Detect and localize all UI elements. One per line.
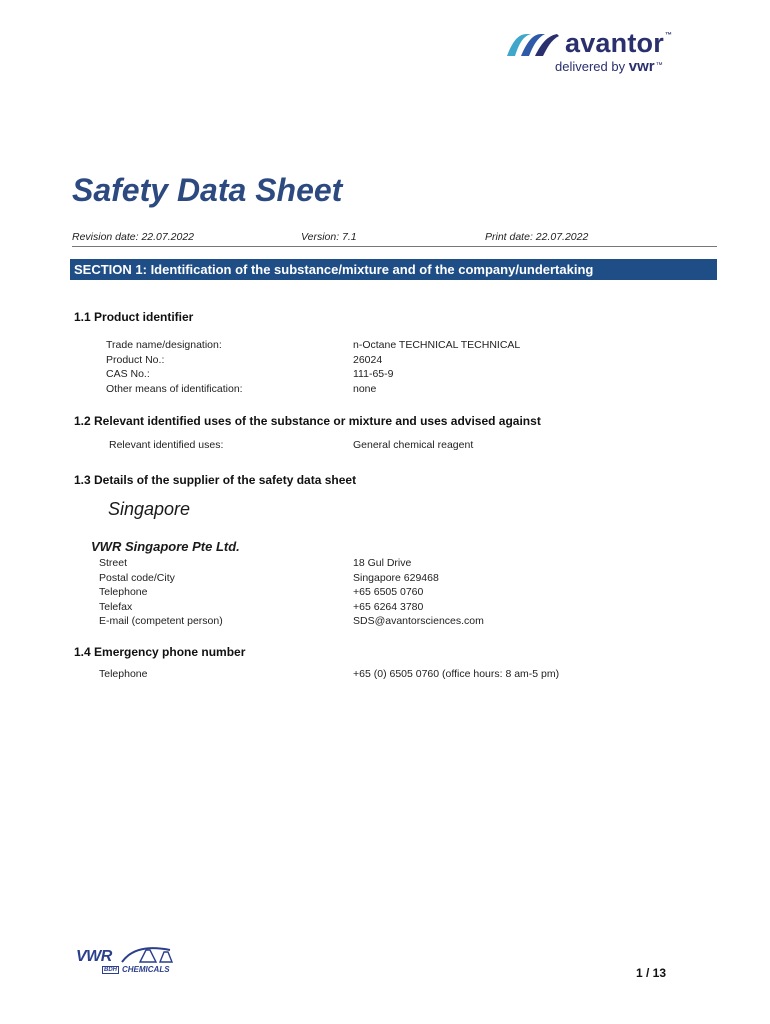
page-number: 1 / 13: [636, 966, 667, 980]
row-value: +65 6264 3780: [353, 600, 424, 613]
page-title: Safety Data Sheet: [72, 172, 343, 208]
heading-relevant-uses: 1.2 Relevant identified uses of the substance or mixture and uses advised against: [74, 414, 541, 428]
row-value: n-Octane TECHNICAL TECHNICAL: [353, 339, 521, 351]
product-identifier-labels: [106, 338, 243, 396]
row-label: Street: [99, 557, 128, 569]
section-1-header: SECTION 1: Identification of the substance/mixture and of the company/undertaking: [70, 259, 717, 280]
uses-labels: [109, 438, 223, 453]
revision-info-line: [72, 229, 717, 247]
heading-emergency-phone: 1.4 Emergency phone number: [74, 645, 246, 659]
heading-supplier-details: 1.3 Details of the supplier of the safety data sheet: [74, 473, 357, 487]
vwr-chemicals-logo: VWR BDH CHEMICALS: [76, 944, 176, 978]
delivered-by-vwr: delivered by vwr™: [555, 58, 663, 75]
row-value: +65 6505 0760: [353, 586, 424, 599]
supplier-country: Singapore: [108, 499, 191, 519]
row-value: Singapore 629468: [353, 571, 439, 584]
avantor-wordmark: avantor™: [565, 28, 673, 58]
version: Version: 7.1: [301, 231, 357, 243]
row-value: 18 Gul Drive: [353, 557, 412, 569]
supplier-email-link[interactable]: SDS@avantorsciences.com: [353, 615, 484, 628]
avantor-mark-icon: [505, 32, 561, 58]
emergency-values: [353, 667, 559, 682]
print-date: Print date: 22.07.2022: [485, 231, 589, 243]
row-label: Postal code/City: [99, 571, 175, 584]
supplier-labels: [99, 556, 223, 629]
row-label: Other means of identification:: [106, 382, 243, 395]
row-value: none: [353, 382, 377, 395]
uses-values: [353, 438, 473, 453]
row-label: E-mail (competent person): [99, 615, 223, 628]
row-label: Telefax: [99, 600, 133, 613]
row-value: 26024: [353, 353, 383, 366]
supplier-values: [353, 556, 484, 629]
row-label: Telephone: [99, 668, 148, 680]
emergency-labels: [99, 667, 147, 682]
row-label: Trade name/designation:: [106, 339, 222, 351]
row-value: +65 (0) 6505 0760 (office hours: 8 am-5 pm): [353, 668, 560, 680]
row-value: 111-65-9: [353, 368, 394, 381]
revision-date: Revision date: 22.07.2022: [72, 231, 195, 243]
row-label: Product No.:: [106, 353, 165, 366]
heading-product-identifier: 1.1 Product identifier: [74, 310, 194, 324]
avantor-logo: [505, 28, 695, 78]
row-label: Relevant identified uses:: [109, 439, 224, 451]
vwr-flask-icon: [120, 944, 174, 966]
row-label: CAS No.:: [106, 368, 150, 381]
product-identifier-values: [353, 338, 520, 396]
supplier-company-name: VWR Singapore Pte Ltd.: [91, 539, 240, 554]
row-value: General chemical reagent: [353, 439, 474, 451]
row-label: Telephone: [99, 586, 148, 599]
